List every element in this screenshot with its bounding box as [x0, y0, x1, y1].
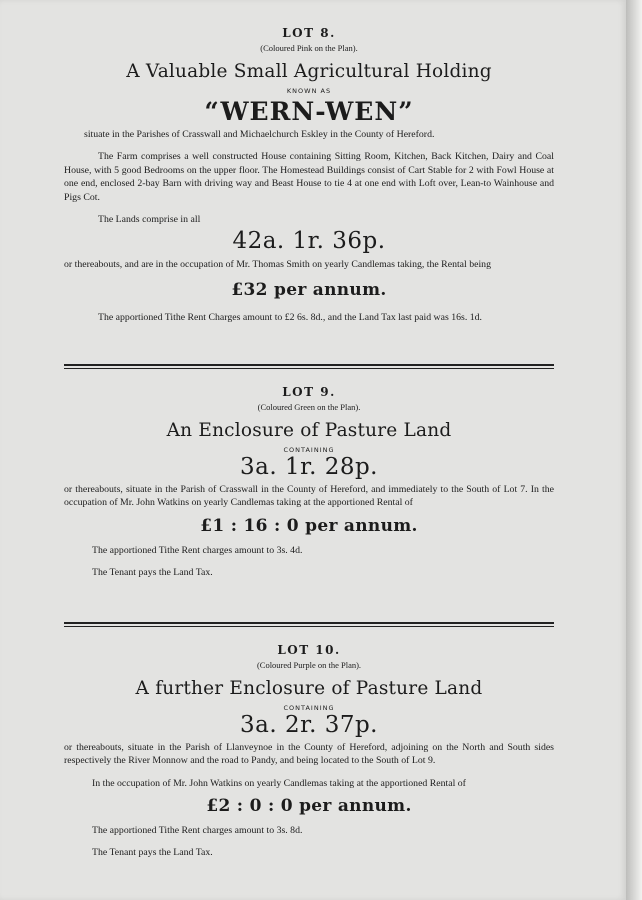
page-edge	[626, 0, 642, 900]
lot-8-section	[64, 26, 554, 324]
lot-8-area: 42a. 1r. 36p.	[232, 228, 386, 255]
lot-10-description: or thereabouts, situate in the Parish of Llanveynoe in the County of Hereford, adjoining on the North and South sides respectively the River Monnow and the road to Pandy, and being located to the South of Lot 9.	[64, 742, 554, 767]
lot-10-tithe: The apportioned Tithe Rent charges amount to 3s. 8d.	[92, 825, 303, 837]
lot-8-lands-intro: The Lands comprise in all	[98, 214, 201, 226]
divider-rule	[64, 622, 554, 627]
lot-9-description: or thereabouts, situate in the Parish of Crasswall in the County of Hereford, and immediately to the South of Lot 7. In the occupation of Mr. John Watkins on yearly Candlemas taking at the apportioned Rental of	[64, 484, 554, 509]
lot-10-colour-note: (Coloured Purple on the Plan).	[256, 660, 362, 670]
lot-8-occupation: or thereabouts, and are in the occupation of Mr. Thomas Smith on yearly Candlemas taking, the Rental being	[64, 259, 491, 271]
lot-9-area: 3a. 1r. 28p.	[240, 454, 378, 480]
lot-9-rent: £1 : 16 : 0 per annum.	[200, 515, 418, 536]
lot-9-section	[64, 385, 554, 580]
lot-10-occupation: In the occupation of Mr. John Watkins on yearly Candlemas taking at the apportioned Rental of	[92, 777, 466, 789]
lot-8-colour-note: (Coloured Pink on the Plan).	[260, 43, 358, 53]
lot-9-tithe: The apportioned Tithe Rent charges amount to 3s. 4d.	[92, 544, 303, 556]
lot-10-containing: CONTAINING	[283, 704, 335, 712]
lot-10-area: 3a. 2r. 37p.	[240, 712, 378, 738]
lot-8-farm-description: The Farm comprises a well constructed House containing Sitting Room, Kitchen, Back Kitchen, Dairy and Coal House, with 5 good Bedrooms on the upper floor. The Homestead Buildings consist of Cart Stable for 2 with Fowl House at one end, enclosed 2-bay Barn with driving way and Beast House to tie 4 at one end with Loft over, Lean-to Wainhouse and Pigs Cot.	[64, 151, 554, 203]
lot-8-farm-name: “WERN-WEN”	[204, 97, 414, 126]
lot-9-headline: An Enclosure of Pasture Land	[166, 420, 452, 441]
lot-10-headline: A further Enclosure of Pasture Land	[135, 678, 483, 699]
lot-8-rent: £32 per annum.	[231, 279, 387, 300]
lot-8-title: LOT 8.	[282, 26, 336, 40]
lot-10-land-tax: The Tenant pays the Land Tax.	[92, 846, 213, 858]
lot-10-section	[64, 643, 554, 859]
lot-10-rent: £2 : 0 : 0 per annum.	[206, 796, 412, 817]
lot-8-known-as: KNOWN AS	[286, 87, 332, 95]
lot-8-tithe: The apportioned Tithe Rent Charges amount to £2 6s. 8d., and the Land Tax last paid was 16s. 1d.	[98, 311, 482, 323]
lot-8-headline: A Valuable Small Agricultural Holding	[126, 61, 492, 82]
lot-9-land-tax: The Tenant pays the Land Tax.	[92, 567, 213, 579]
lot-8-situate: situate in the Parishes of Crasswall and Michaelchurch Eskley in the County of Hereford.	[84, 129, 435, 140]
lot-9-colour-note: (Coloured Green on the Plan).	[257, 402, 361, 412]
lot-10-title: LOT 10.	[277, 643, 341, 657]
lot-9-containing: CONTAINING	[283, 446, 335, 454]
lot-9-title: LOT 9.	[282, 385, 336, 399]
divider-rule	[64, 364, 554, 369]
